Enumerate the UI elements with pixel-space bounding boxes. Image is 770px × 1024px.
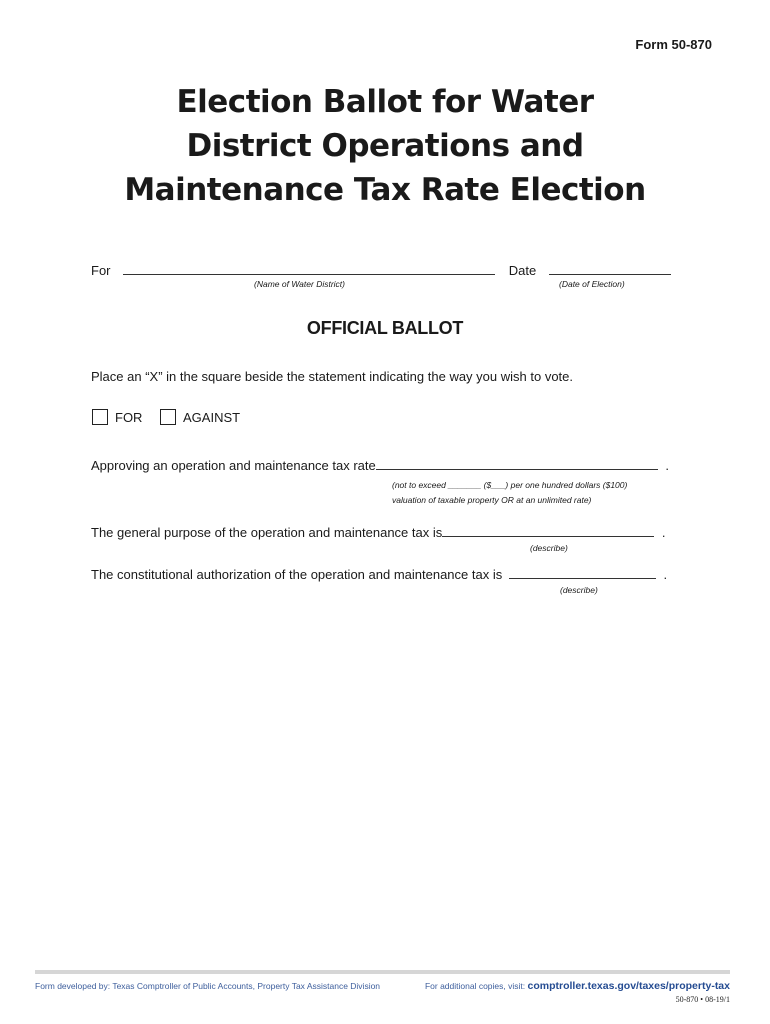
tax-authorization-end: . bbox=[663, 567, 668, 582]
tax-purpose-label: The general purpose of the operation and maintenance tax is bbox=[91, 525, 443, 540]
election-date-caption: (Date of Election) bbox=[559, 279, 625, 289]
district-name-caption: (Name of Water District) bbox=[254, 279, 345, 289]
district-name-field[interactable] bbox=[123, 263, 495, 275]
tax-rate-field[interactable] bbox=[376, 458, 658, 470]
tax-authorization-caption: (describe) bbox=[560, 585, 598, 595]
tax-authorization-statement bbox=[91, 567, 667, 582]
tax-purpose-field[interactable] bbox=[442, 525, 654, 537]
title-line-2: District Operations and bbox=[186, 128, 584, 164]
against-choice[interactable] bbox=[160, 409, 240, 425]
tax-rate-caption-line-2: valuation of taxable property OR at an unlimited rate) bbox=[392, 495, 592, 505]
footer-developed-by: Form developed by: Texas Comptroller of Public Accounts, Property Tax Assistance Division bbox=[35, 981, 381, 991]
for-choice[interactable] bbox=[92, 409, 142, 425]
tax-authorization-label: The constitutional authorization of the operation and maintenance tax is bbox=[91, 567, 503, 582]
against-choice-label: AGAINST bbox=[183, 409, 241, 425]
footer-divider bbox=[35, 970, 730, 974]
form-number: Form 50-870 bbox=[635, 37, 712, 52]
election-date-field[interactable] bbox=[549, 263, 671, 275]
district-row bbox=[91, 263, 671, 278]
tax-authorization-field[interactable] bbox=[509, 567, 656, 579]
official-ballot-heading: OFFICIAL BALLOT bbox=[306, 318, 464, 338]
tax-rate-statement bbox=[91, 458, 669, 473]
footer-copies bbox=[425, 980, 730, 992]
for-choice-label: FOR bbox=[115, 409, 143, 425]
footer-copies-link[interactable]: comptroller.texas.gov/taxes/property-tax bbox=[527, 980, 730, 992]
tax-purpose-end: . bbox=[661, 525, 666, 540]
tax-purpose-statement bbox=[91, 525, 666, 540]
footer-copies-label: For additional copies, visit: bbox=[424, 981, 526, 991]
for-checkbox[interactable] bbox=[92, 409, 108, 425]
footer-form-code: 50-870 • 08-19/1 bbox=[675, 995, 730, 1004]
form-title bbox=[0, 80, 770, 212]
voting-instructions: Place an “X” in the square beside the statement indicating the way you wish to vote. bbox=[91, 369, 573, 384]
tax-rate-end: . bbox=[665, 458, 669, 473]
title-line-1: Election Ballot for Water bbox=[176, 84, 594, 120]
date-label: Date bbox=[508, 263, 537, 278]
tax-rate-label: Approving an operation and maintenance tax rate bbox=[91, 458, 376, 473]
tax-purpose-caption: (describe) bbox=[530, 543, 568, 553]
for-label: For bbox=[91, 263, 111, 278]
title-line-3: Maintenance Tax Rate Election bbox=[124, 172, 646, 208]
tax-rate-caption-line-1: (not to exceed _______ ($___) per one hundred dollars ($100) bbox=[392, 480, 628, 490]
against-checkbox[interactable] bbox=[160, 409, 176, 425]
